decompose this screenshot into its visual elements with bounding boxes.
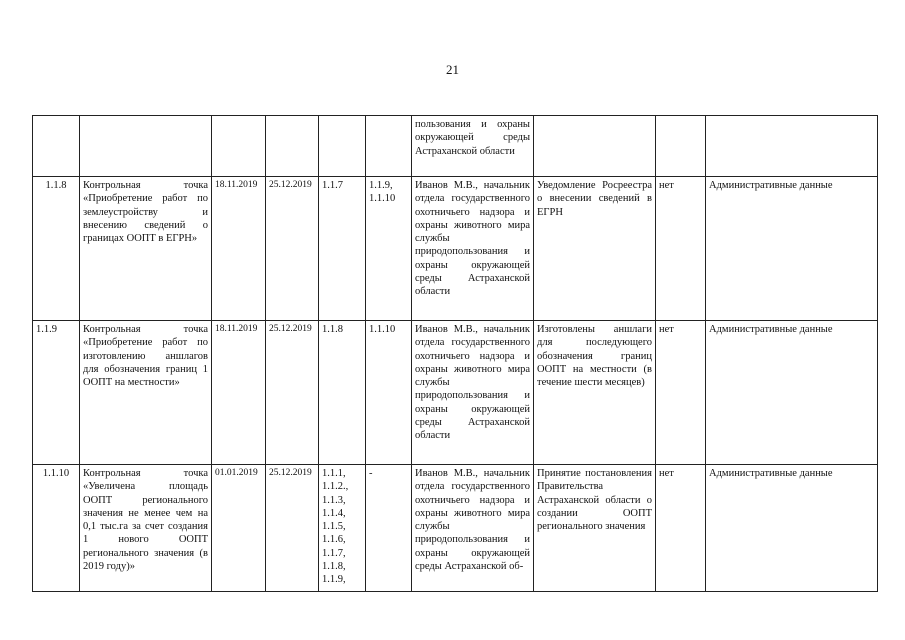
table-row-continuation [33, 116, 878, 177]
cell-flag: нет [656, 465, 706, 592]
table-row [33, 321, 878, 465]
cell-num: 1.1.10 [33, 465, 80, 592]
cell-end-date: 25.12.2019 [266, 465, 319, 592]
cell-flag: нет [656, 321, 706, 465]
cell-source: Административные данные [706, 177, 878, 321]
cell-result [534, 116, 656, 177]
cell-source: Административные данные [706, 321, 878, 465]
table-row [33, 465, 878, 592]
cell-result: Изготовлены аншлаги для последующего обозначения границ ООПТ на местности (в течение шести месяцев) [534, 321, 656, 465]
page-number: 21 [446, 62, 459, 77]
cell-successors [366, 116, 412, 177]
cell-source [706, 116, 878, 177]
cell-title [80, 116, 212, 177]
cell-responsible: пользования и охраны окружающей среды Астраханской области [412, 116, 534, 177]
table-row [33, 177, 878, 321]
cell-end-date [266, 116, 319, 177]
cell-responsible: Иванов М.В., начальник отдела государственного охотничьего надзора и охраны животного мира службы природопользования и охраны окружающей среды Астраханской области [412, 177, 534, 321]
cell-source: Административные данные [706, 465, 878, 592]
cell-responsible: Иванов М.В., начальник отдела государственного охотничьего надзора и охраны животного мира службы природопользования и охраны окружающей среды Астраханской об- [412, 465, 534, 592]
cell-num: 1.1.9 [33, 321, 80, 465]
cell-predecessors: 1.1.8 [319, 321, 366, 465]
cell-result: Уведомление Росреестра о внесении сведений в ЕГРН [534, 177, 656, 321]
cell-start-date: 18.11.2019 [212, 321, 266, 465]
cell-end-date: 25.12.2019 [266, 321, 319, 465]
cell-predecessors: 1.1.7 [319, 177, 366, 321]
control-points-table [32, 115, 878, 592]
cell-predecessors [319, 116, 366, 177]
cell-flag [656, 116, 706, 177]
cell-successors: 1.1.10 [366, 321, 412, 465]
cell-start-date [212, 116, 266, 177]
cell-start-date: 18.11.2019 [212, 177, 266, 321]
cell-responsible: Иванов М.В., начальник отдела государственного охотничьего надзора и охраны животного мира службы природопользования и охраны окружающей среды Астраханской области [412, 321, 534, 465]
cell-predecessors: 1.1.1, 1.1.2., 1.1.3, 1.1.4, 1.1.5, 1.1.6, 1.1.7, 1.1.8, 1.1.9, [319, 465, 366, 592]
cell-successors: - [366, 465, 412, 592]
cell-flag: нет [656, 177, 706, 321]
cell-successors: 1.1.9, 1.1.10 [366, 177, 412, 321]
cell-title: Контрольная точка «Приобретение работ по землеустройству и внесению сведений о границах ООПТ в ЕГРН» [80, 177, 212, 321]
cell-num [33, 116, 80, 177]
cell-end-date: 25.12.2019 [266, 177, 319, 321]
cell-start-date: 01.01.2019 [212, 465, 266, 592]
cell-result: Принятие постановления Правительства Астраханской области о создании ООПТ регионального значения [534, 465, 656, 592]
cell-title: Контрольная точка «Приобретение работ по изготовлению аншлагов для обозначения границ 1 ООПТ на местности» [80, 321, 212, 465]
cell-title: Контрольная точка «Увеличена площадь ООПТ регионального значения не менее чем на 0,1 тыс.га за счет создания 1 нового ООПТ регионального значения (в 2019 году)» [80, 465, 212, 592]
cell-num: 1.1.8 [33, 177, 80, 321]
